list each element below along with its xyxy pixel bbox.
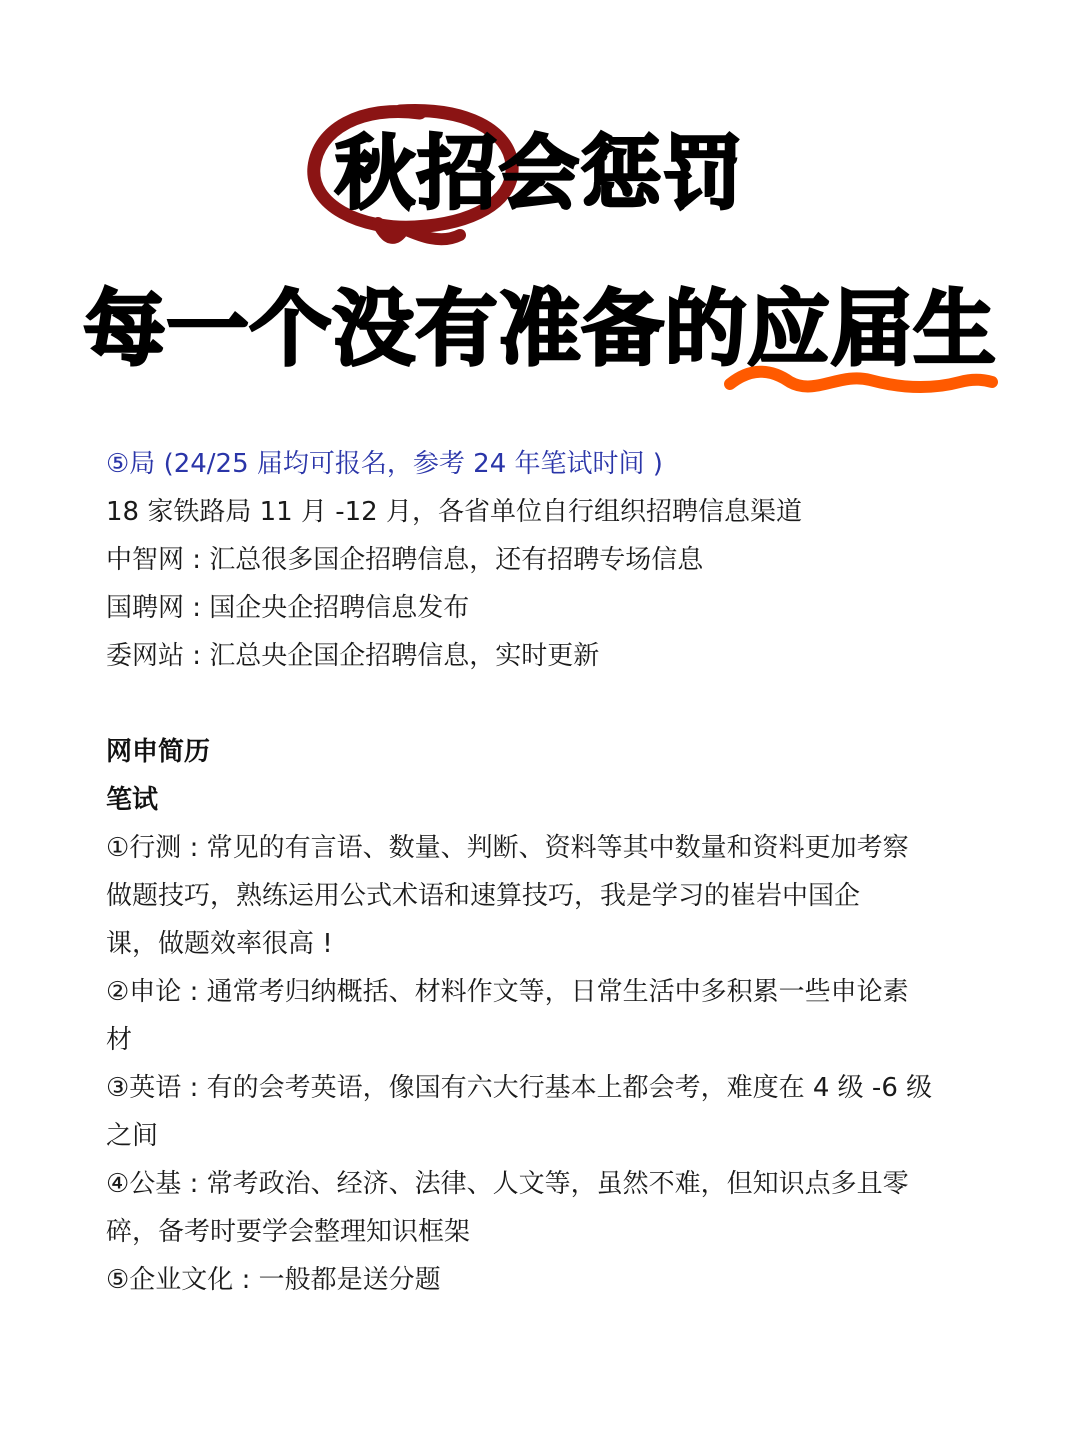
- section1-heading: ⑤局 (24/25 届均可报名，参考 24 年笔试时间 ): [106, 449, 663, 479]
- section2-heading-exam: 笔试: [106, 785, 159, 815]
- main-content: [106, 440, 966, 1304]
- section1-line: 中智网 : 汇总很多国企招聘信息，还有招聘专场信息: [106, 545, 704, 575]
- section2-heading-resume: 网申简历: [106, 737, 211, 767]
- section1-line: 委网站 : 汇总央企国企招聘信息，实时更新: [106, 641, 600, 671]
- title-line-2: 每一个没有准备的应届生: [83, 282, 997, 377]
- section2-line: 碎，备考时要学会整理知识框架: [106, 1217, 471, 1247]
- section2-line: 材: [106, 1025, 133, 1055]
- section2-line: 课，做题效率很高 !: [106, 929, 333, 959]
- section1-line: 国聘网 : 国企央企招聘信息发布: [106, 593, 470, 623]
- section2-line: ③英语 : 有的会考英语，像国有六大行基本上都会考，难度在 4 级 -6 级: [106, 1073, 933, 1103]
- section2-line: ⑤企业文化 : 一般都是送分题: [106, 1265, 441, 1295]
- section2-line: ②申论 : 通常考归纳概括、材料作文等，日常生活中多积累一些申论素: [106, 977, 909, 1007]
- section2-line: ④公基 : 常考政治、经济、法律、人文等，虽然不难，但知识点多且零: [106, 1169, 909, 1199]
- section-spacer: [106, 680, 966, 728]
- title-line-1: 秋招会惩罚: [335, 127, 745, 220]
- section2-line: 做题技巧，熟练运用公式术语和速算技巧，我是学习的崔岩中国企: [106, 881, 861, 911]
- section2-line: ①行测 : 常见的有言语、数量、判断、资料等其中数量和资料更加考察: [106, 833, 909, 863]
- section2-line: 之间: [106, 1121, 159, 1151]
- section1-line: 18 家铁路局 11 月 -12 月，各省单位自行组织招聘信息渠道: [106, 497, 802, 527]
